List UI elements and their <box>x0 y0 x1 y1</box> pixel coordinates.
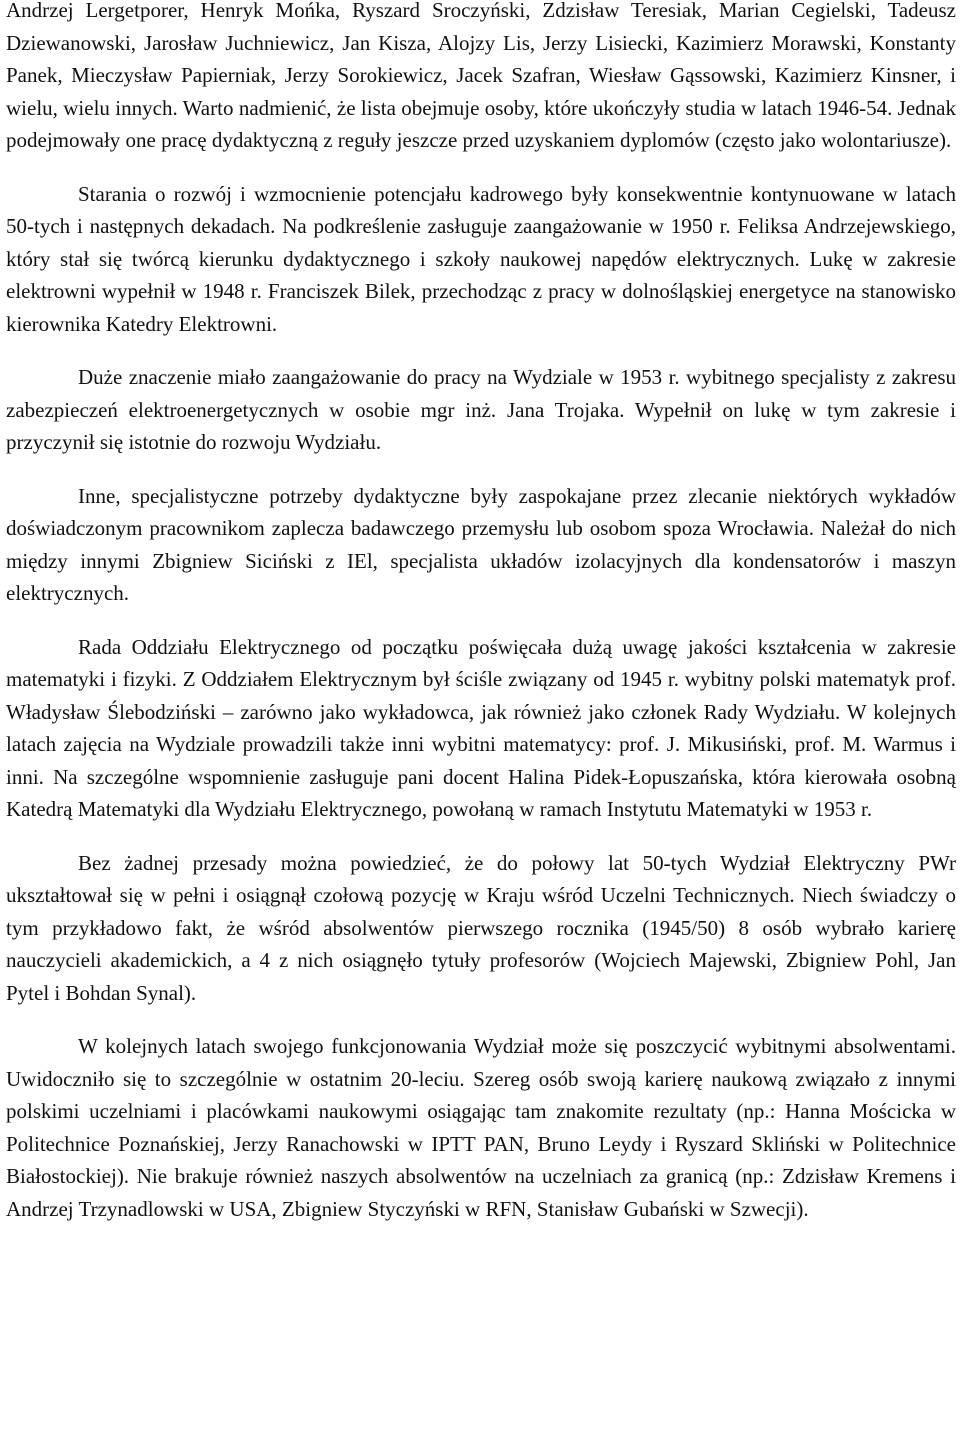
paragraph-5: Rada Oddziału Elektrycznego od początku poświęcała dużą uwagę jakości kształcenia w zakresie matematyki i fizyki. Z Oddziałem Elektrycznym był ściśle związany od 1945 r. wybitny polski matematyk prof. Władysław Ślebodziński – zarówno jako wykładowca, jak również jako członek Rady Wydziału. W kolejnych latach zajęcia na Wydziale prowadzili także inni wybitni matematycy: prof. J. Mikusiński, prof. M. Warmus i inni. Na szczególne wspomnienie zasługuje pani docent Halina Pidek-Łopuszańska, która kierowała osobną Katedrą Matematyki dla Wydziału Elektrycznego, powołaną w ramach Instytutu Matematyki w 1953 r. <box>6 634 956 821</box>
paragraph-4: Inne, specjalistyczne potrzeby dydaktyczne były zaspokajane przez zlecanie niektórych wykładów doświadczonym pracownikom zaplecza badawczego przemysłu lub osobom spoza Wrocławia. Należał do nich między innymi Zbigniew Siciński z IEl, specjalista układów izolacyjnych dla kondensatorów i maszyn elektrycznych. <box>6 483 956 605</box>
paragraph-6: Bez żadnej przesady można powiedzieć, że do połowy lat 50-tych Wydział Elektryczny PWr ukształtował się w pełni i osiągnął czołową pozycję w Kraju wśród Uczelni Technicznych. Niech świadczy o tym przykładowo fakt, że wśród absolwentów pierwszego rocznika (1945/50) 8 osób wybrało karierę nauczycieli akademickich, a 4 z nich osiągnęło tytuły profesorów (Wojciech Majewski, Zbigniew Pohl, Jan Pytel i Bohdan Synal). <box>6 850 956 1005</box>
paragraph-2: Starania o rozwój i wzmocnienie potencjału kadrowego były konsekwentnie kontynuowane w latach 50-tych i następnych dekadach. Na podkreślenie zasługuje zaangażowanie w 1950 r. Feliksa Andrzejewskiego, który stał się twórcą kierunku dydaktycznego i szkoły naukowej napędów elektrycznych. Lukę w zakresie elektrowni wypełnił w 1948 r. Franciszek Bilek, przechodząc z pracy w dolnośląskiej energetyce na stanowisko kierownika Katedry Elektrowni. <box>6 181 956 336</box>
paragraph-7: W kolejnych latach swojego funkcjonowania Wydział może się poszczycić wybitnymi absolwentami. Uwidoczniło się to szczególnie w ostatnim 20-leciu. Szereg osób swoją karierę naukową związało z innymi polskimi uczelniami i placówkami naukowymi osiągając tam znakomite rezultaty (np.: Hanna Mościcka w Politechnice Poznańskiej, Jerzy Ranachowski w IPTT PAN, Bruno Leydy i Ryszard Skliński w Politechnice Białostockiej). Nie brakuje również naszych absolwentów na uczelniach za granicą (np.: Zdzisław Kremens i Andrzej Trzynadlowski w USA, Zbigniew Styczyński w RFN, Stanisław Gubański w Szwecji). <box>6 1034 956 1221</box>
paragraph-3: Duże znaczenie miało zaangażowanie do pracy na Wydziale w 1953 r. wybitnego specjalisty z zakresu zabezpieczeń elektroenergetycznych w osobie mgr inż. Jana Trojaka. Wypełnił on lukę w tym zakresie i przyczynił się istotnie do rozwoju Wydziału. <box>6 365 956 454</box>
paragraph-1: Andrzej Lergetporer, Henryk Mońka, Ryszard Sroczyński, Zdzisław Teresiak, Marian Cegielski, Tadeusz Dziewanowski, Jarosław Juchniewicz, Jan Kisza, Alojzy Lis, Jerzy Lisiecki, Kazimierz Morawski, Konstanty Panek, Mieczysław Papierniak, Jerzy Sorokiewicz, Jacek Szafran, Wiesław Gąssowski, Kazimierz Kinsner, i wielu, wielu innych. Warto nadmienić, że lista obejmuje osoby, które ukończyły studia w latach 1946-54. Jednak podejmowały one pracę dydaktyczną z reguły jeszcze przed uzyskaniem dyplomów (często jako wolontariusze). <box>6 0 956 152</box>
